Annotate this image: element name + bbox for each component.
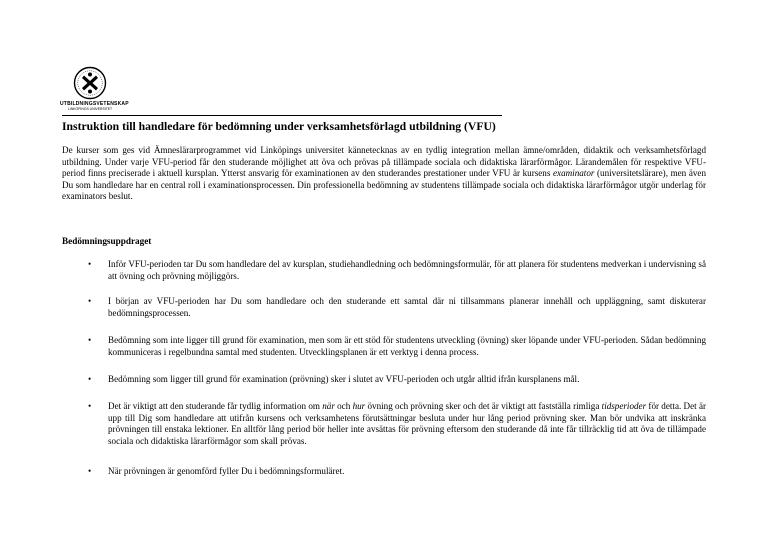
bullet-icon: •	[88, 466, 92, 476]
bullet-item	[62, 374, 706, 386]
bullet-text: Bedömning som inte ligger till grund för examination, men som är ett stöd för studentens utveckling (övning) sker löpande under VFU-perioden. Sådan bedömning kommuniceras i regelbundna samtal med studenten. Utvecklingsplanen är ett verktyg i denna process.	[108, 335, 706, 357]
intro-emphasis: examinator	[553, 168, 595, 178]
title-divider	[62, 115, 502, 116]
bullet-text-part: övning och prövning sker och det är viktigt att fastställa rimliga	[365, 401, 602, 411]
bullet-icon: •	[88, 296, 92, 306]
bullet-emphasis: hur	[352, 401, 366, 411]
bullet-icon: •	[88, 335, 92, 345]
bullet-text: Bedömning som ligger till grund för examination (prövning) sker i slutet av VFU-perioden och utgår alltid ifrån kursplanens mål.	[108, 374, 580, 384]
intro-text-2: (universitetslärare), men även Du som handledare har en central roll i examinationsprocessen. Din professionella bedömning av studentens tillämpade sociala och didaktiska lärarförmågor utgör underlag för examinators beslut.	[62, 168, 706, 201]
bullet-text-part: Det är viktigt att den studerande får tydlig information om	[108, 401, 323, 411]
bullet-emphasis: tidsperioder	[601, 401, 647, 411]
logo-subtitle: LINKÖPINGS UNIVERSITET	[68, 107, 113, 111]
bullet-icon: •	[88, 401, 92, 411]
bullet-text: Inför VFU-perioden tar Du som handledare del av kursplan, studiehandledning och bedömningsformulär, för att planera för studentens medverkan i undervisning så att övning och prövning möjliggörs.	[108, 259, 706, 281]
intro-text-1: De kurser som ges vid Ämneslärarprogrammet vid Linköpings universitet kännetecknas av en tydlig integration mellan ämne/områden, didaktik och verksamhetsförlagd utbildning. Under varje VFU-period får den studerande möjlighet att öva och prövas på tillämpade sociala och didaktiska lärarförmågor. Lärandemålen för respektive VFU-period finns preciserade i aktuell kursplan. Ytterst ansvarig för examinationen av den studerandes prestationer under VFU är kursens	[62, 145, 706, 178]
bullet-item	[62, 296, 706, 319]
logo-name: UTBILDNINGSVETENSKAP	[60, 101, 129, 107]
intro-paragraph	[62, 145, 706, 203]
bullet-text-part: och	[334, 401, 353, 411]
bullet-item	[62, 401, 706, 447]
bullet-emphasis: när	[322, 401, 335, 411]
document-title: Instruktion till handledare för bedömning under verksamhetsförlagd utbildning (VFU)	[62, 120, 496, 133]
bullet-text: När prövningen är genomförd fyller Du i bedömningsformuläret.	[108, 466, 345, 476]
bullet-item	[62, 466, 706, 478]
section-heading: Bedömningsuppdraget	[62, 236, 152, 246]
bullet-text	[108, 401, 706, 447]
bullet-icon: •	[88, 374, 92, 384]
bullet-icon: •	[88, 259, 92, 269]
bullet-item	[62, 335, 706, 358]
bullet-text-part: för detta. Det är upp till Dig som handledare att utifrån kursens och verksamhetens förutsättningar besluta under hur lång period prövning sker. Man bör undvika att inskränka prövningen till enstaka lektioner. En alltför lång period bör heller inte avsättas för prövning eftersom den studerande då inte får tillräcklig tid att öva de tillämpade sociala och didaktiska lärarförmågor som skall prövas.	[108, 401, 707, 446]
bullet-text: I början av VFU-perioden har Du som handledare och den studerande ett samtal där ni tillsammans planerar innehåll och uppläggning, samt diskuterar bedömningsprocessen.	[108, 296, 706, 318]
university-seal-icon	[73, 66, 107, 100]
university-logo	[60, 66, 129, 111]
bullet-item	[62, 259, 706, 282]
